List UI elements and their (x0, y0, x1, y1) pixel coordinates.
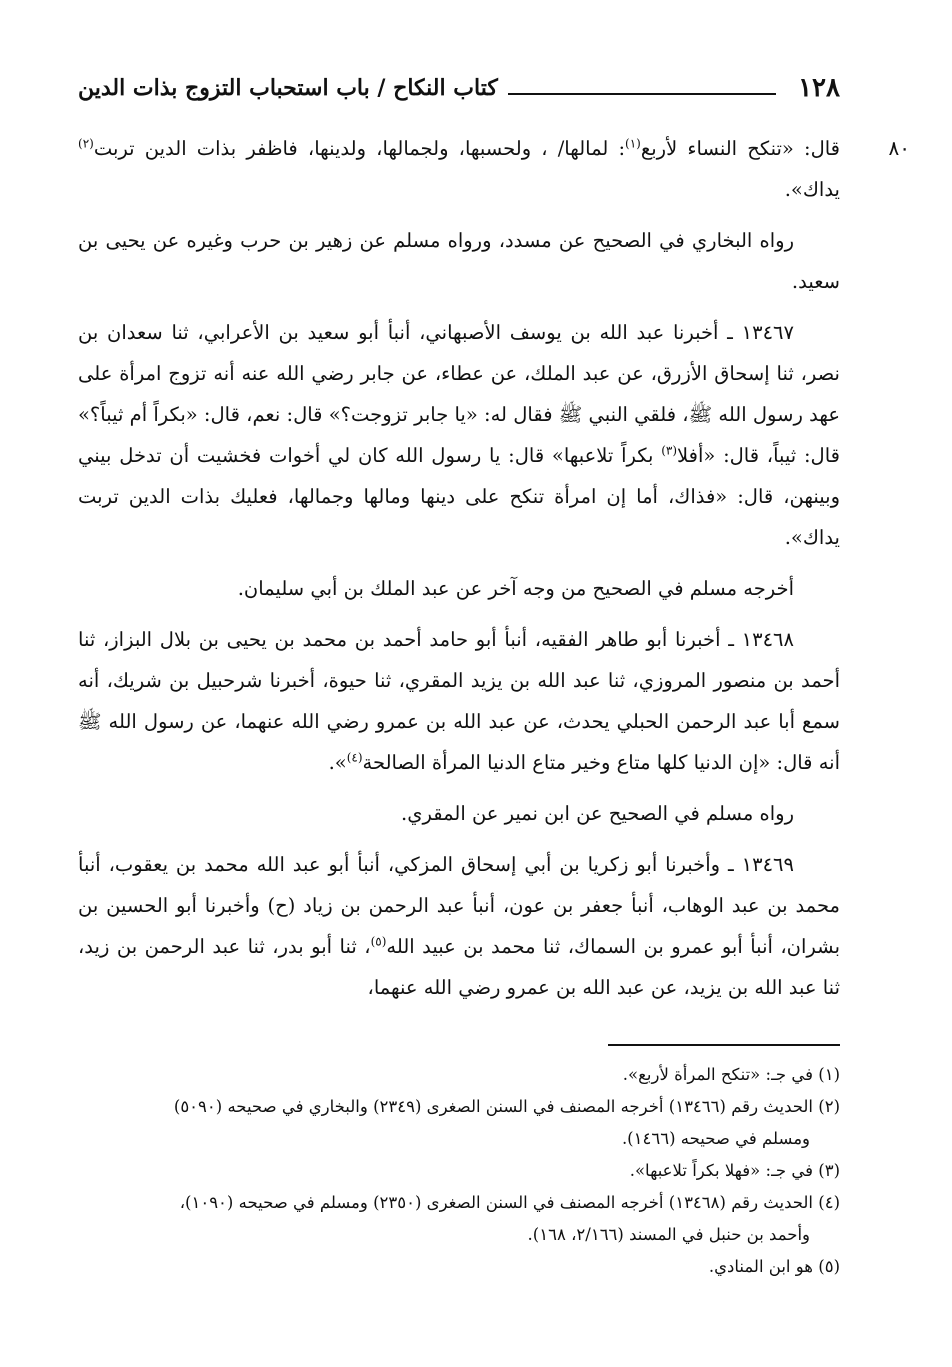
paragraph-4: أخرجه مسلم في الصحيح من وجه آخر عن عبد الملك بن أبي سليمان. (237, 577, 794, 600)
footnote-3: (٣) في جـ: «فهلا بكراً تلاعبها». (629, 1161, 840, 1180)
text-segment: ١٣٤٦٨ ـ أخبرنا أبو طاهر الفقيه، أنبأ أبو حامد أحمد بن محمد بن يحيى بن بلال البزاز، ثنا أحمد بن منصور المروزي، ثنا عبد الله بن يزيد المقري، ثنا حيوة، أخبرنا شرحبيل بن شريك، أنه سمع أبا عبد الرحمن الحبلي يحدث، عن عبد الله بن عمرو رضي الله عنهما، عن رسول الله ﷺ أنه قال: «إن الدنيا كلها متاع وخير متاع الدنيا المرأة الصالحة (78, 628, 841, 774)
text-segment: بكراً تلاعبها» قال: يا رسول الله كان لي أخوات فخشيت أن تدخل بيني وبينهن، قال: «فذاك، أما إن امرأة تنكح على دينها ومالها وجمالها، فعليك بذات الدين تربت يداك». (78, 444, 840, 549)
footnote-ref: (١) (625, 136, 641, 151)
paragraph-1 (78, 128, 910, 210)
text-segment: ١٣٤٦٩ ـ وأخبرنا أبو زكريا بن أبي إسحاق المزكي، أنبأ أبو عبد الله محمد بن يعقوب، أنبأ محمد بن عبد الوهاب، أنبأ جعفر بن عون، أنبأ عبد الرحمن بن زياد (ح) وأخبرنا أبو الحسين بن بشران، أنبأ أبو عمرو بن السماك، ثنا محمد بن عبيد الله (78, 853, 841, 958)
footnote-ref: (٤) (346, 750, 363, 765)
text-segment: ، ثنا أبو بدر، ثنا عبد الرحمن بن زيد، ثنا عبد الله بن يزيد، عن عبد الله بن عمرو رضي الله عنهما، (78, 935, 840, 999)
footnote-separator (608, 1044, 840, 1046)
page-number: ١٢٨ (798, 73, 840, 103)
footnote-4-continuation: وأحمد بن حنبل في المسند (٢/١٦٦، ١٦٨). (527, 1225, 810, 1244)
page-header (78, 70, 840, 106)
paragraph-2: رواه البخاري في الصحيح عن مسدد، ورواه مسلم عن زهير بن حرب وغيره عن يحيى بن سعيد. (78, 229, 840, 293)
paragraph-6: رواه مسلم في الصحيح عن ابن نمير عن المقري. (401, 802, 794, 825)
footnote-ref: (٣) (661, 443, 678, 458)
footnote-5: (٥) هو ابن المنادي. (708, 1257, 840, 1276)
margin-number: ٨٠ (888, 136, 910, 160)
header-rule (508, 93, 776, 95)
text-segment: ». (328, 751, 347, 774)
text-segment: قال: «تنكح النساء لأربع (640, 137, 841, 160)
paragraph-7 (78, 844, 840, 1008)
paragraph-3 (78, 312, 840, 558)
main-text (78, 128, 910, 1018)
text-segment: يداك». (784, 178, 840, 201)
running-title: كتاب النكاح / باب استحباب التزوج بذات الدين (78, 75, 498, 101)
footnote-2: (٢) الحديث رقم (١٣٤٦٦) أخرجه المصنف في السنن الصغرى (٢٣٤٩) والبخاري في صحيحه (٥٠٩٠) (173, 1097, 840, 1116)
footnote-4: (٤) الحديث رقم (١٣٤٦٨) أخرجه المصنف في السنن الصغرى (٢٣٥٠) ومسلم في صحيحه (١٠٩٠)، (179, 1193, 840, 1212)
text-segment: ١٣٤٦٧ ـ أخبرنا عبد الله بن يوسف الأصبهاني، أنبأ أبو سعيد بن الأعرابي، ثنا سعدان بن نصر، ثنا إسحاق الأزرق، عن عبد الملك، عن عطاء، عن جابر رضي الله عنه أنه تزوج امرأة على عهد رسول الله ﷺ، فلقي النبي ﷺ فقال له: «يا جابر تزوجت؟» قال: نعم، قال: «بكراً أم ثيباً؟» قال: ثيباً، قال: «أفلا (78, 321, 840, 467)
footnote-ref: (٢) (78, 136, 94, 151)
footnotes (78, 1060, 840, 1284)
footnote-1: (١) في جـ: «تنكح المرأة لأربع». (622, 1065, 840, 1084)
text-segment: : لمالها/ ، ولحسبها، ولجمالها، ولدينها، فاظفر بذات الدين تربت (93, 137, 626, 160)
footnote-2-continuation: ومسلم في صحيحه (١٤٦٦). (621, 1129, 810, 1148)
paragraph-5 (78, 619, 840, 783)
footnote-ref: (٥) (370, 934, 387, 949)
